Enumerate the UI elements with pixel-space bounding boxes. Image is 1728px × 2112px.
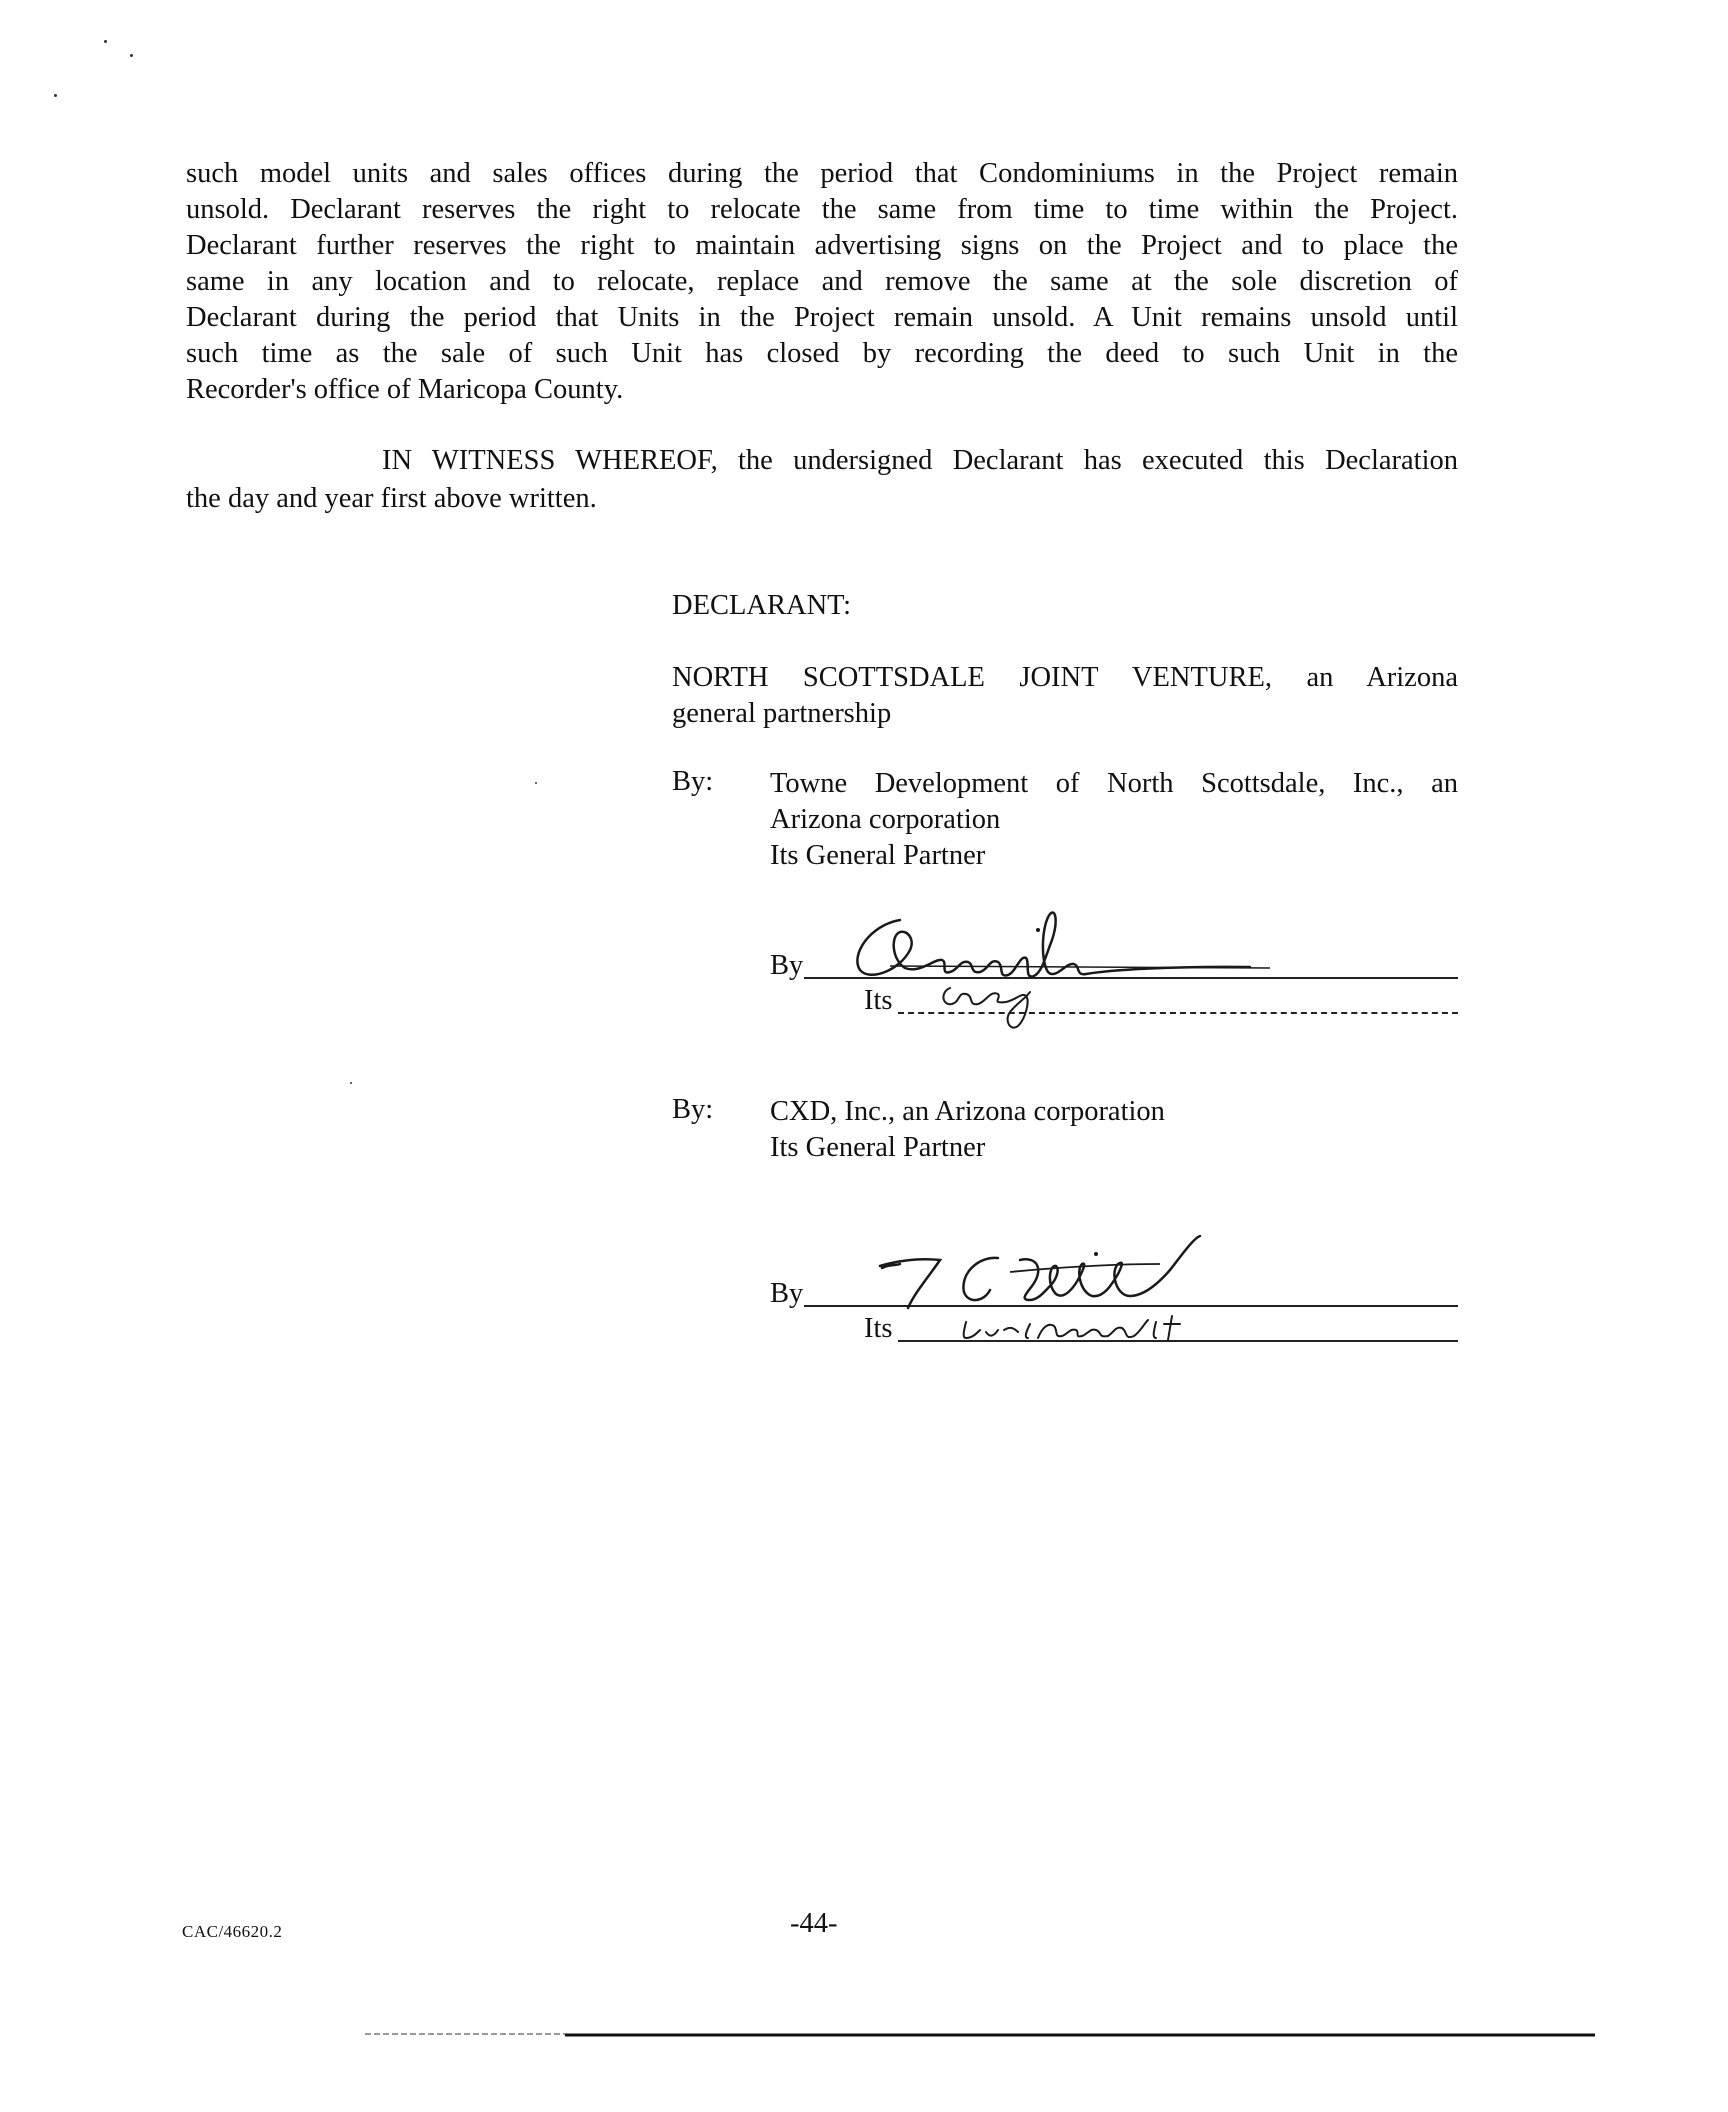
- partner-two-line: Its General Partner: [770, 1132, 986, 1163]
- scan-speck: [54, 94, 57, 97]
- witness-clause: [186, 442, 1458, 518]
- declarant-name-line: general partnership: [672, 698, 892, 729]
- partner-one-line: Arizona corporation: [770, 804, 1001, 835]
- body-line: Declarant during the period that Units in the Project remain unsold. A Unit remains unsold until: [186, 302, 1458, 333]
- partner-one-sign-by-label: By: [770, 950, 804, 981]
- partner-one-description: [770, 766, 1458, 874]
- witness-line: the day and year first above written.: [186, 483, 597, 514]
- body-line: such model units and sales offices during the period that Condominiums in the Project remain: [186, 158, 1458, 189]
- scan-speck: [104, 40, 107, 43]
- body-line: Declarant further reserves the right to maintain advertising signs on the Project and to place the: [186, 230, 1458, 261]
- partner-one-line: Its General Partner: [770, 840, 986, 871]
- declarant-name-line: NORTH SCOTTSDALE JOINT VENTURE, an Arizona: [672, 662, 1458, 693]
- body-line: unsold. Declarant reserves the right to relocate the same from time to time within the Project.: [186, 194, 1458, 225]
- body-line: same in any location and to relocate, replace and remove the same at the sole discretion of: [186, 266, 1458, 297]
- body-line: such time as the sale of such Unit has closed by recording the deed to such Unit in the: [186, 338, 1458, 369]
- document-id: CAC/46620.2: [182, 1922, 283, 1941]
- body-paragraph: [186, 156, 1458, 408]
- declarant-name: [672, 660, 1458, 732]
- partner-two-its-label: Its: [864, 1313, 893, 1344]
- partner-one-signature: [830, 900, 1290, 1040]
- partner-two-description: [770, 1094, 1165, 1166]
- scan-speck: [130, 54, 133, 57]
- partner-two-its-handwriting: [958, 1308, 1258, 1348]
- declarant-heading: DECLARANT:: [672, 590, 852, 621]
- partner-one-its-label: Its: [864, 985, 893, 1016]
- scan-speck: [350, 1082, 352, 1084]
- partner-one-line: Towne Development of North Scottsdale, Inc., an: [770, 768, 1458, 799]
- partner-two-sign-by-label: By: [770, 1278, 804, 1309]
- scan-speck: [535, 782, 537, 784]
- page-number: -44-: [790, 1908, 838, 1939]
- partner-two-by-label: By:: [672, 1094, 714, 1125]
- partner-one-by-label: By:: [672, 766, 714, 797]
- bottom-rule: [365, 2033, 1595, 2037]
- partner-two-line: CXD, Inc., an Arizona corporation: [770, 1096, 1165, 1127]
- witness-line: IN WITNESS WHEREOF, the undersigned Declarant has executed this Declaration: [382, 445, 1458, 476]
- body-line: Recorder's office of Maricopa County.: [186, 374, 624, 405]
